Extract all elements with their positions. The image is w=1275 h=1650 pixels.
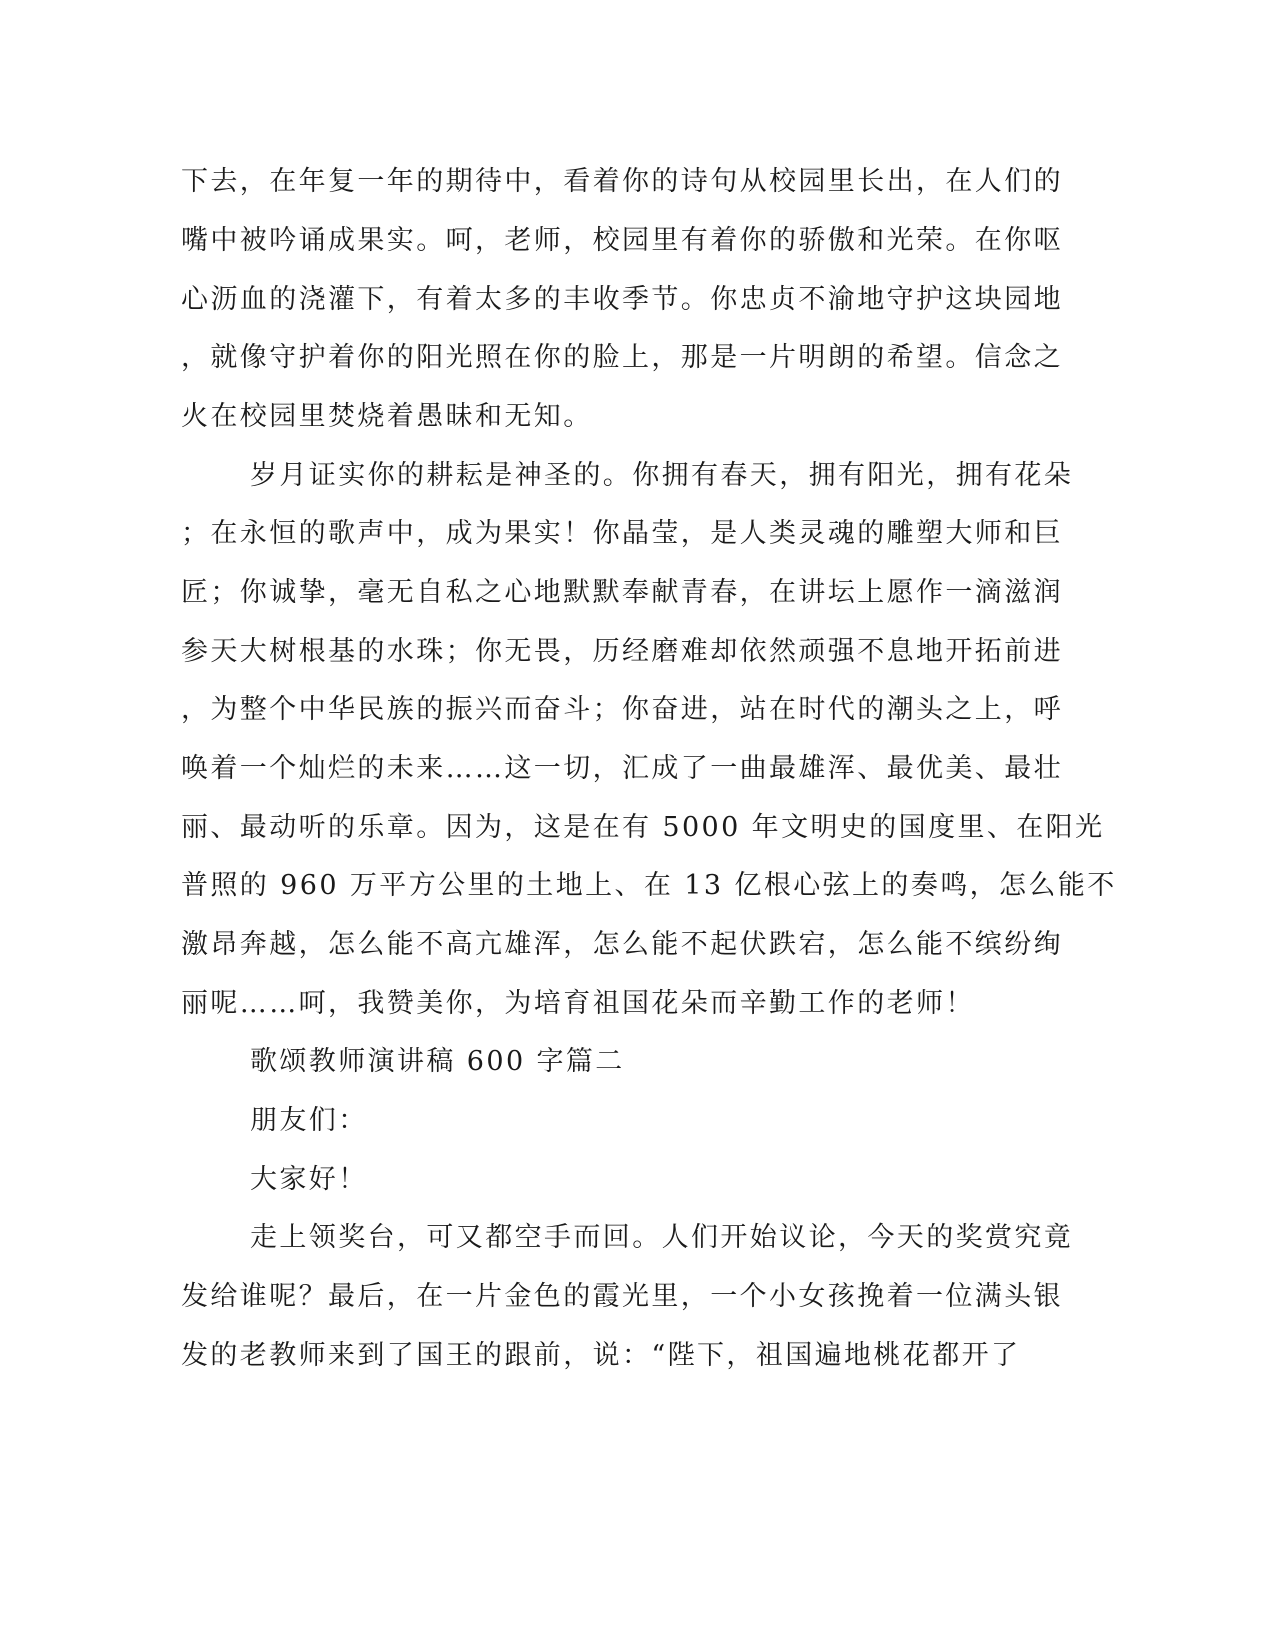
text-line: 火在校园里焚烧着愚昧和无知。 bbox=[181, 401, 593, 432]
text-line: 下去，在年复一年的期待中，看着你的诗句从校园里长出，在人们的 bbox=[181, 166, 1063, 197]
text-line: 普照的 960 万平方公里的土地上、在 13 亿根心弦上的奏鸣，怎么能不 bbox=[181, 870, 1117, 901]
section-heading: 歌颂教师演讲稿 600 字篇二 bbox=[250, 1046, 625, 1077]
text-line: ；在永恒的歌声中，成为果实！你晶莹，是人类灵魂的雕塑大师和巨 bbox=[181, 518, 1063, 549]
text-line: 参天大树根基的水珠；你无畏，历经磨难却依然顽强不息地开拓前进 bbox=[181, 636, 1063, 667]
salutation: 朋友们： bbox=[250, 1105, 368, 1136]
text-line: 唤着一个灿烂的未来……这一切，汇成了一曲最雄浑、最优美、最壮 bbox=[181, 753, 1063, 784]
text-line: 岁月证实你的耕耘是神圣的。你拥有春天，拥有阳光，拥有花朵 bbox=[250, 460, 1074, 491]
text-line: 嘴中被吟诵成果实。呵，老师，校园里有着你的骄傲和光荣。在你呕 bbox=[181, 225, 1063, 256]
text-line: 发给谁呢？最后，在一片金色的霞光里，一个小女孩挽着一位满头银 bbox=[181, 1281, 1063, 1312]
text-line: 丽、最动听的乐章。因为，这是在有 5000 年文明史的国度里、在阳光 bbox=[181, 812, 1105, 843]
text-line: 心沥血的浇灌下，有着太多的丰收季节。你忠贞不渝地守护这块园地 bbox=[181, 284, 1063, 315]
text-line: 走上领奖台，可又都空手而回。人们开始议论，今天的奖赏究竟 bbox=[250, 1222, 1074, 1253]
text-line: 匠；你诚挚，毫无自私之心地默默奉献青春，在讲坛上愿作一滴滋润 bbox=[181, 577, 1063, 608]
text-line: 丽呢……呵，我赞美你，为培育祖国花朵而辛勤工作的老师！ bbox=[181, 988, 975, 1019]
text-line: ，为整个中华民族的振兴而奋斗；你奋进，站在时代的潮头之上，呼 bbox=[181, 694, 1063, 725]
text-line: 激昂奔越，怎么能不高亢雄浑，怎么能不起伏跌宕，怎么能不缤纷绚 bbox=[181, 929, 1063, 960]
text-line: ，就像守护着你的阳光照在你的脸上，那是一片明朗的希望。信念之 bbox=[181, 342, 1063, 373]
greeting: 大家好！ bbox=[250, 1164, 368, 1195]
text-line: 发的老教师来到了国王的跟前，说：“陛下，祖国遍地桃花都开了 bbox=[181, 1340, 1021, 1371]
